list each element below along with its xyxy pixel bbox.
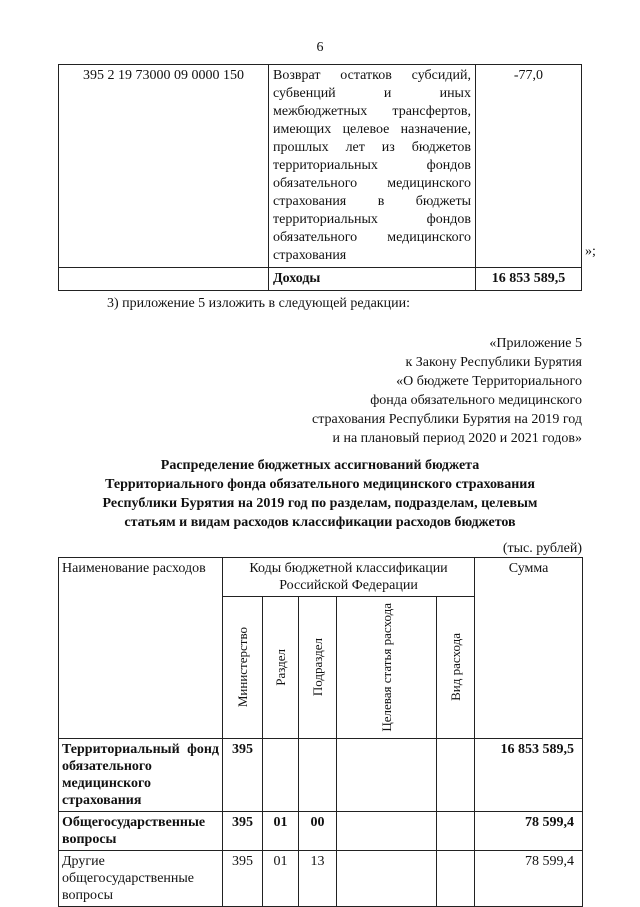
table-row-total [59,268,582,291]
title-line: Распределение бюджетных ассигнований бюджета [160,458,480,473]
appendix-reference [312,334,582,448]
row-sum: 16 853 589,5 [475,738,583,811]
row-target [337,738,437,811]
header-subsection [299,597,337,739]
appendix-line: «Приложение 5 [489,336,582,351]
appendix-line: и на плановый период 2020 и 2021 годов» [332,431,582,446]
appendix-line: «О бюджете Территориального [396,374,582,389]
title-line: Республики Бурятия на 2019 год по разделам, подразделам, целевым [102,496,538,511]
table-row [59,738,583,811]
budget-code-cell: 395 2 19 73000 09 0000 150 [59,65,269,268]
units-label: (тыс. рублей) [502,541,582,556]
title-line: Территориального фонда обязательного медицинского страхования [105,477,535,492]
expenditure-table [58,557,583,907]
header-sum: Сумма [475,558,583,739]
appendix-line: фонда обязательного медицинского [370,393,582,408]
row-subsection: 13 [299,850,337,906]
income-name-cell: Возврат остатков субсидий, субвенций и иных межбюджетных трансфертов, имеющих целевое назначение, прошлых лет из бюджетов территориальных фондов обязательного медицинского страхования в бюджеты территориальных фондов обязательного медицинского страхования [269,65,476,268]
row-subsection [299,738,337,811]
row-type [437,811,475,850]
title-line: статьям и видам расходов классификации расходов бюджетов [124,515,516,530]
row-type [437,850,475,906]
header-type-label: Вид расхода [447,633,463,702]
row-type [437,738,475,811]
row-sum: 78 599,4 [475,811,583,850]
header-target [337,597,437,739]
header-section [263,597,299,739]
header-row [59,558,583,597]
budget-code-cell [59,268,269,291]
row-subsection: 00 [299,811,337,850]
appendix-line: страхования Республики Бурятия на 2019 год [312,412,582,427]
income-total-amount: 16 853 589,5 [475,268,581,291]
amendment-paragraph: 3) приложение 5 изложить в следующей редакции: [107,296,410,311]
amount-cell: -77,0 [475,65,581,268]
row-name: Другие общегосударственные вопросы [59,850,223,906]
header-target-label: Целевая статья расхода [378,603,394,732]
header-name: Наименование расходов [59,558,223,739]
header-ministry-label: Министерство [234,627,250,708]
page-number: 6 [316,40,324,55]
income-table-continuation [58,64,582,291]
header-subsection-label: Подраздел [309,638,325,697]
row-section: 01 [263,850,299,906]
row-target [337,811,437,850]
table-row [59,811,583,850]
row-ministry: 395 [223,850,263,906]
header-type [437,597,475,739]
table-row [59,65,582,268]
header-codes: Коды бюджетной классификации Российской Федерации [223,558,475,597]
income-total-label: Доходы [269,268,476,291]
row-sum: 78 599,4 [475,850,583,906]
row-name: Территориальный фонд обязательного медицинского страхования [59,738,223,811]
table-row [59,850,583,906]
row-section: 01 [263,811,299,850]
header-ministry [223,597,263,739]
header-section-label: Раздел [272,648,288,686]
row-name: Общегосударственные вопросы [59,811,223,850]
row-target [337,850,437,906]
quote-close: »; [585,244,596,259]
row-section [263,738,299,811]
row-ministry: 395 [223,811,263,850]
row-ministry: 395 [223,738,263,811]
document-title [58,456,582,532]
appendix-line: к Закону Республики Бурятия [405,355,582,370]
